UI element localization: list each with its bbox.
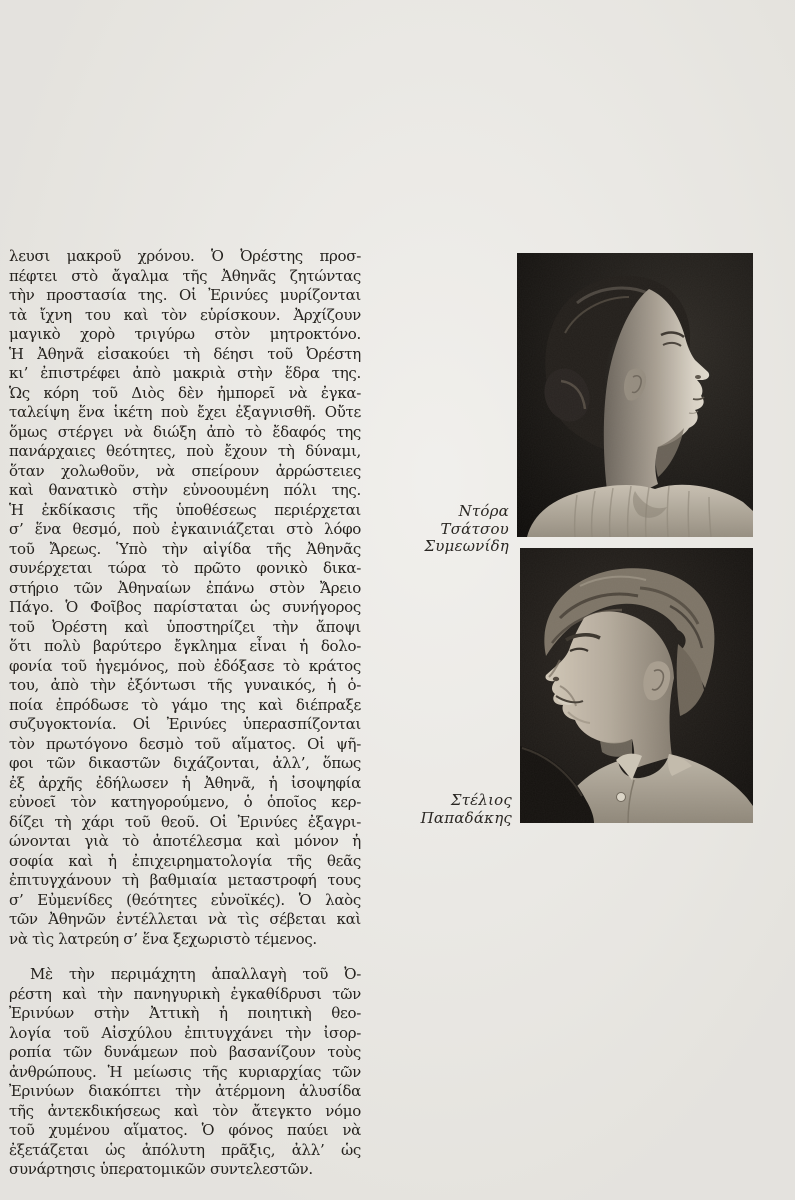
portrait-man-illustration [520,548,753,823]
text-line: σοφία καὶ ἡ ἐπιχειρηματολογία τῆς θεᾶς [9,851,361,870]
text-line: του, ἀπὸ τὴν ἐξόντωσι τῆς γυναικός, ἡ ὁ- [9,676,361,694]
text-line: ὅτι πολὺ βαρύτερο ἔγκλημα εἶναι ἡ δολο- [9,637,361,655]
text-line: ταλείψη ἕνα ἱκέτη ποὺ ἔχει ἐξαγνισθῆ. Οὔτε [9,403,361,421]
text-line: καὶ θανατικὸ στὴν εὐνοουμένη πόλι της. [9,481,361,499]
text-line: τοῦ Ἄρεως. Ὑπὸ τὴν αἰγίδα τῆς Ἀθηνᾶς [9,539,361,558]
text-line: φονία τοῦ ἡγεμόνος, ποὺ ἐδόξασε τὸ κράτος [9,656,361,675]
text-line: ροπία τῶν δυνάμεων ποὺ βασανίζουν τοὺς [9,1043,361,1061]
text-line: στήριο τῶν Ἀθηναίων ἐπάνω στὸν Ἄρειο [9,578,361,597]
portrait-woman-illustration [517,253,753,537]
text-line: τὴν προστασία της. Οἱ Ἐρινύες μυρίζονται [9,286,361,304]
text-line: λογία τοῦ Αἰσχύλου ἐπιτυγχάνει τὴν ἰσορ- [9,1023,361,1042]
text-line: Πάγο. Ὁ Φοῖβος παρίσταται ὡς συνήγορος [9,598,361,616]
text-line: δίζει τὴ χάρι τοῦ θεοῦ. Οἱ Ἐρινύες ἐξαγρι- [9,812,361,831]
text-line: Ἐρινύων διακόπτει τὴν ἀτέρμονη ἁλυσίδα [9,1082,361,1100]
text-line: τῶν Ἀθηνῶν ἐντέλλεται νὰ τὶς σέβεται καὶ [9,910,361,928]
text-line: ἐπιτυγχάνουν τὴ βαθμιαία μεταστροφή τους [9,871,361,889]
text-line: τῆς ἀντεκδικήσεως καὶ τὸν ἄτεγκτο νόμο [9,1101,361,1120]
caption-line: Συμεωνίδη [424,537,509,555]
photo-woman-profile [517,253,753,537]
text-line: συνέρχεται τώρα τὸ πρῶτο φονικὸ δικα- [9,559,361,577]
text-line: συνάρτησις ὑπερατομικῶν συντελεστῶν. [9,1160,313,1178]
text-line: πανάρχαιες θεότητες, ποὺ ἔχουν τὴ δύναμι, [9,442,361,460]
text-line: τὰ ἴχνη του καὶ τὸν εὑρίσκουν. Ἀρχίζουν [9,305,361,324]
text-line: φοι τῶν δικαστῶν διχάζονται, ἀλλ’, ὅπως [9,754,361,772]
text-line: συζυγοκτονία. Οἱ Ἐρινύες ὑπερασπίζονται [9,715,361,733]
text-line: Ἐρινύων στὴν Ἀττικὴ ἡ ποιητικὴ θεο- [9,1004,361,1022]
text-line: ὅταν χολωθοῦν, νὰ σπείρουν ἀρρώστειες [9,461,361,480]
photo-man-profile [520,548,753,823]
caption-line: Παπαδάκης [420,808,512,827]
figure-caption-dora-tsatsou [385,503,509,556]
text-line: τοῦ Ὀρέστη καὶ ὑποστηρίζει τὴν ἄποψι [9,617,361,636]
text-line: ώνονται γιὰ τὸ ἀποτέλεσμα καὶ μόνον ἡ [9,832,361,850]
text-line: Μὲ τὴν περιμάχητη ἀπαλλαγὴ τοῦ Ὀ- [30,965,361,983]
caption-line: Ντόρα Τσάτσου [440,502,509,538]
text-line: σ’ Εὐμενίδες (θεότητες εὐνοϊκές). Ὁ λαὸς [9,890,361,909]
text-line: ἐξετάζεται ὡς ἀπόλυτη πρᾶξις, ἀλλ’ ὡς [9,1140,361,1159]
text-line: Ἡ Ἀθηνᾶ εἰσακούει τὴ δέησι τοῦ Ὀρέστη [9,344,361,363]
text-line: ὅμως στέργει νὰ διώξη ἀπὸ τὸ ἔδαφός της [9,422,361,441]
figure-caption-stelios-papadakis [385,792,512,827]
text-line: Ἡ ἐκδίκασις τῆς ὑποθέσεως περιέρχεται [9,500,361,519]
text-line: ρέστη καὶ τὴν πανηγυρικὴ ἐγκαθίδρυσι τῶν [9,984,361,1003]
text-line: κι’ ἐπιστρέφει ἀπὸ μακριὰ στὴν ἕδρα της. [9,364,361,382]
text-line: ἐξ ἀρχῆς ἐδήλωσεν ἡ Ἀθηνᾶ, ἡ ἰσοψηφία [9,773,361,792]
text-line: Ὡς κόρη τοῦ Διὸς δὲν ἠμπορεῖ νὰ ἐγκα- [9,383,361,402]
text-line: λευσι μακροῦ χρόνου. Ὁ Ὀρέστης προσ- [9,247,361,265]
paragraph [9,247,361,949]
text-line: τοῦ χυμένου αἵματος. Ὁ φόνος παύει νὰ [9,1121,361,1139]
text-line: νὰ τὶς λατρεύη σ’ ἕνα ξεχωριστὸ τέμενος. [9,929,317,948]
text-line: τὸν πρωτόγονο δεσμὸ τοῦ αἵματος. Οἱ ψῆ- [9,734,361,753]
text-line: μαγικὸ χορὸ τριγύρω στὸν μητροκτόνο. [9,325,361,343]
text-line: ἀνθρώπους. Ἡ μείωσις τῆς κυριαρχίας τῶν [9,1062,361,1081]
paragraph [9,965,361,1180]
article-text [9,247,361,1180]
text-line: ποία ἐπρόδωσε τὸ γάμο της καὶ διέπραξε [9,695,361,714]
text-line: πέφτει στὸ ἄγαλμα τῆς Ἀθηνᾶς ζητώντας [9,266,361,285]
text-line: σ’ ἕνα θεσμό, ποὺ ἐγκαινιάζεται στὸ λόφο [9,520,361,538]
text-line: εὐνοεῖ τὸν κατηγορούμενο, ὁ ὁποῖος κερ- [9,793,361,811]
caption-line: Στέλιος [450,791,512,809]
